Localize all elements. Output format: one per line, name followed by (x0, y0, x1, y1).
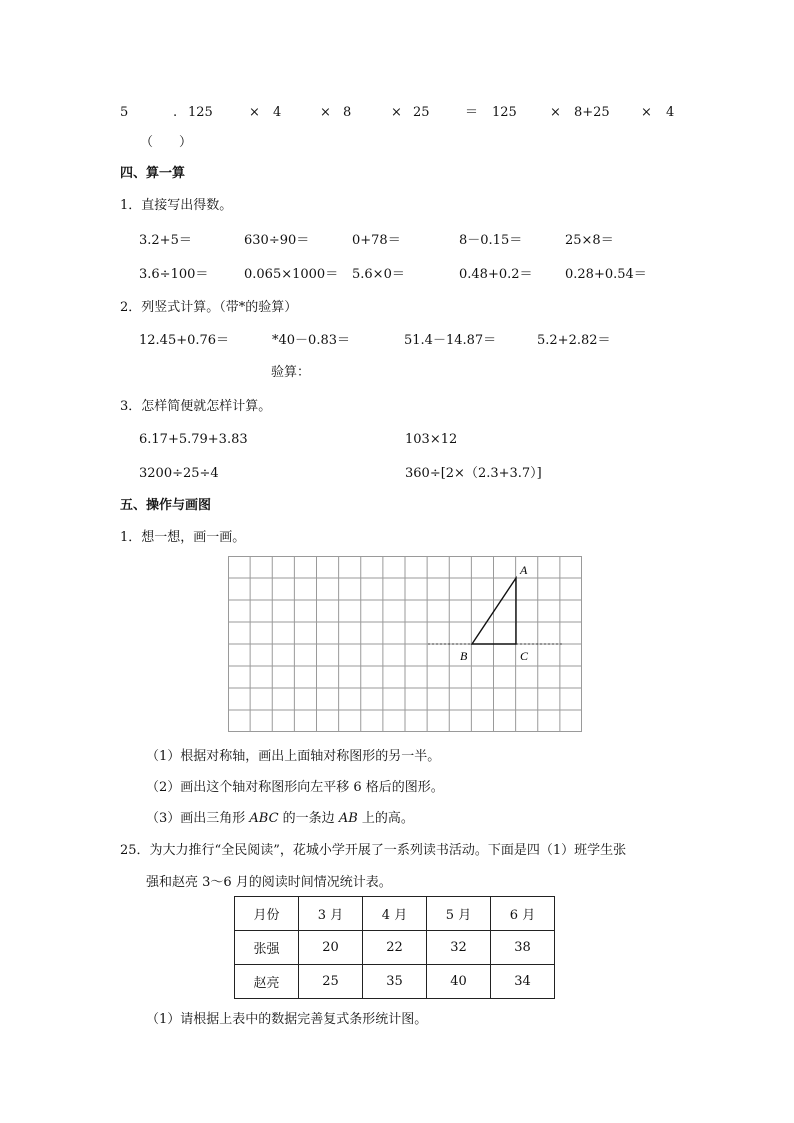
simplify-item: 6.17+5.79+3.83 (139, 432, 248, 447)
q5-term: 4 (666, 105, 675, 120)
section4-title: 四、算一算 (120, 166, 186, 181)
point-a-label: A (520, 563, 528, 577)
q5-op: × (550, 105, 561, 120)
table-cell: 40 (427, 965, 491, 999)
q25-text-line2: 强和赵亮 3～6 月的阅读时间情况统计表。 (146, 875, 392, 890)
q5-1-label: 1．想一想，画一画。 (120, 530, 246, 545)
q5-1-sub3: （3）画出三角形 ABC 的一条边 AB 上的高。 (146, 811, 414, 826)
table-cell: 35 (363, 965, 427, 999)
simplify-item: 360÷[2×（2.3+3.7）] (405, 466, 542, 481)
point-b-label: B (460, 649, 468, 663)
mental-math-item: 3.2+5＝ (139, 233, 192, 248)
table-row (235, 965, 555, 999)
q5-term: 125 (188, 105, 213, 120)
q5-equals: ＝ (465, 105, 479, 120)
table-header-row (235, 897, 555, 931)
simplify-item: 103×12 (405, 432, 458, 447)
table-cell: 22 (363, 931, 427, 965)
simplify-item: 3200÷25÷4 (139, 466, 219, 481)
q5-1-sub2: （2）画出这个轴对称图形向左平移 6 格后的图形。 (146, 780, 444, 795)
mental-math-item: 5.6×0＝ (352, 267, 405, 282)
table-header-cell: 月份 (235, 897, 299, 931)
table-row (235, 931, 555, 965)
q5-term: 125 (492, 105, 517, 120)
table-header-cell: 5 月 (427, 897, 491, 931)
q5-op: × (391, 105, 402, 120)
table-cell: 25 (299, 965, 363, 999)
q5-dot: . (173, 105, 178, 120)
mental-math-item: 0.065×1000＝ (244, 267, 339, 282)
q5-op: × (641, 105, 652, 120)
table-cell: 赵亮 (235, 965, 299, 999)
q4-3-label: 3．怎样简便就怎样计算。 (120, 399, 272, 414)
q25-text-line1: 25．为大力推行“全民阅读”，花城小学开展了一系列读书活动。下面是四（1）班学生张 (120, 843, 627, 858)
q25-sub1: （1）请根据上表中的数据完善复式条形统计图。 (146, 1012, 428, 1027)
vertical-calc-item: *40－0.83＝ (272, 333, 350, 348)
vertical-calc-item: 12.45+0.76＝ (139, 333, 230, 348)
mental-math-item: 0.48+0.2＝ (459, 267, 533, 282)
table-cell: 张强 (235, 931, 299, 965)
vertical-calc-item: 5.2+2.82＝ (537, 333, 611, 348)
table-cell: 34 (491, 965, 555, 999)
section5-title: 五、操作与画图 (120, 498, 212, 513)
q5-op: × (320, 105, 331, 120)
q4-1-label: 1．直接写出得数。 (120, 198, 233, 213)
q5-op: × (249, 105, 260, 120)
table-cell: 20 (299, 931, 363, 965)
q5-term: 8 (343, 105, 352, 120)
q5-term: 25 (413, 105, 430, 120)
reading-time-table (234, 896, 555, 999)
mental-math-item: 630÷90＝ (244, 233, 310, 248)
table-cell: 32 (427, 931, 491, 965)
q5-1-sub1: （1）根据对称轴，画出上面轴对称图形的另一半。 (146, 749, 441, 764)
mental-math-item: 0.28+0.54＝ (565, 267, 647, 282)
q5-term: 8+25 (574, 105, 610, 120)
grid-svg (228, 556, 582, 732)
q5-answer-blank[interactable]: （ ） (140, 135, 193, 150)
q5-number: 5 (120, 105, 129, 120)
mental-math-item: 8－0.15＝ (459, 233, 523, 248)
table-header-cell: 6 月 (491, 897, 555, 931)
table-header-cell: 3 月 (299, 897, 363, 931)
table-cell: 38 (491, 931, 555, 965)
check-label: 验算： (271, 365, 311, 380)
mental-math-item: 25×8＝ (565, 233, 614, 248)
q4-2-label: 2．列竖式计算。（带*的验算） (120, 300, 298, 315)
mental-math-item: 3.6÷100＝ (139, 267, 209, 282)
point-c-label: C (520, 649, 529, 663)
table-header-cell: 4 月 (363, 897, 427, 931)
drawing-grid[interactable] (228, 556, 582, 732)
vertical-calc-item: 51.4－14.87＝ (404, 333, 497, 348)
mental-math-item: 0+78＝ (352, 233, 401, 248)
q5-term: 4 (273, 105, 282, 120)
